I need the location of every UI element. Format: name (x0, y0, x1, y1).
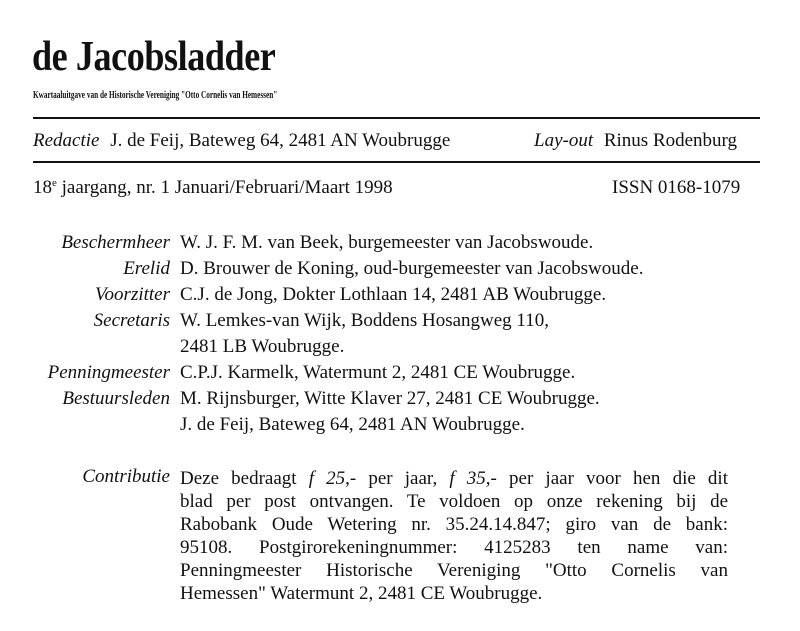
board-value-secretaris-line2: 2481 LB Woubrugge. (180, 336, 345, 357)
board-label-penningmeester: Penningmeester (47, 362, 170, 383)
contributie-line6: Hemessen" Watermunt 2, 2481 CE Woubrugge. (180, 583, 543, 604)
contributie-amount-1: f 25 (308, 468, 346, 489)
contributie-line5: Penningmeester Historische Vereniging "Otto Cornelis van (180, 560, 728, 581)
board-value-voorzitter: C.J. de Jong, Dokter Lothlaan 14, 2481 AB Woubrugge. (180, 284, 607, 305)
layout-label: Lay-out (534, 130, 594, 151)
board-value-erelid: D. Brouwer de Koning, oud-burgemeester van Jacobswoude. (180, 258, 644, 279)
board-value-bestuursleden-line1: M. Rijnsburger, Witte Klaver 27, 2481 CE Woubrugge. (180, 388, 600, 409)
board-label-voorzitter: Voorzitter (95, 284, 170, 305)
redactie-value: J. de Feij, Bateweg 64, 2481 AN Woubrugge (110, 130, 451, 151)
board-label-erelid: Erelid (123, 258, 170, 279)
board-value-beschermheer: W. J. F. M. van Beek, burgemeester van Jacobswoude. (180, 232, 594, 253)
page-subtitle: Kwartaaluitgave van de Historische Vereniging "Otto Cornelis van Hemessen" (33, 89, 278, 101)
middle-divider (33, 161, 760, 163)
board-value-bestuursleden-line2: J. de Feij, Bateweg 64, 2481 AN Woubrugge. (180, 414, 525, 435)
contributie-line3: Rabobank Oude Wetering nr. 35.24.14.847; giro van de bank: (180, 514, 728, 535)
issn: ISSN 0168-1079 (612, 177, 741, 198)
top-divider (33, 117, 760, 119)
jaargang-text: jaargang, nr. 1 Januari/Februari/Maart 1998 (56, 177, 393, 198)
board-label-secretaris: Secretaris (93, 310, 170, 331)
page-title: de Jacobsladder (32, 34, 276, 80)
contributie-line2: blad per post ontvangen. Te voldoen op onze rekening bij de (180, 491, 728, 512)
contributie-label: Contributie (82, 466, 170, 487)
board-value-secretaris-line1: W. Lemkes-van Wijk, Boddens Hosangweg 110, (180, 310, 549, 331)
issue-line (33, 178, 393, 197)
jaargang-superscript: e (52, 177, 57, 189)
redactie-line (33, 131, 450, 150)
contributie-text-b: ,- per jaar, (345, 468, 450, 489)
contributie-text (180, 467, 728, 605)
jaargang-number: 18 (33, 177, 52, 198)
board-label-bestuursleden: Bestuursleden (62, 388, 170, 409)
redactie-label: Redactie (33, 130, 100, 151)
layout-line (534, 131, 737, 150)
board-value-penningmeester: C.P.J. Karmelk, Watermunt 2, 2481 CE Woubrugge. (180, 362, 576, 383)
contributie-text-c: ,- per jaar voor hen die dit (485, 468, 728, 489)
contributie-line4: 95108. Postgirorekeningnummer: 4125283 ten name van: (180, 537, 728, 558)
contributie-amount-2: f 35 (449, 468, 486, 489)
layout-value: Rinus Rodenburg (603, 130, 738, 151)
contributie-text-a: Deze bedraagt (180, 468, 309, 489)
contributie-line1 (180, 467, 728, 490)
board-label-beschermheer: Beschermheer (61, 232, 170, 253)
